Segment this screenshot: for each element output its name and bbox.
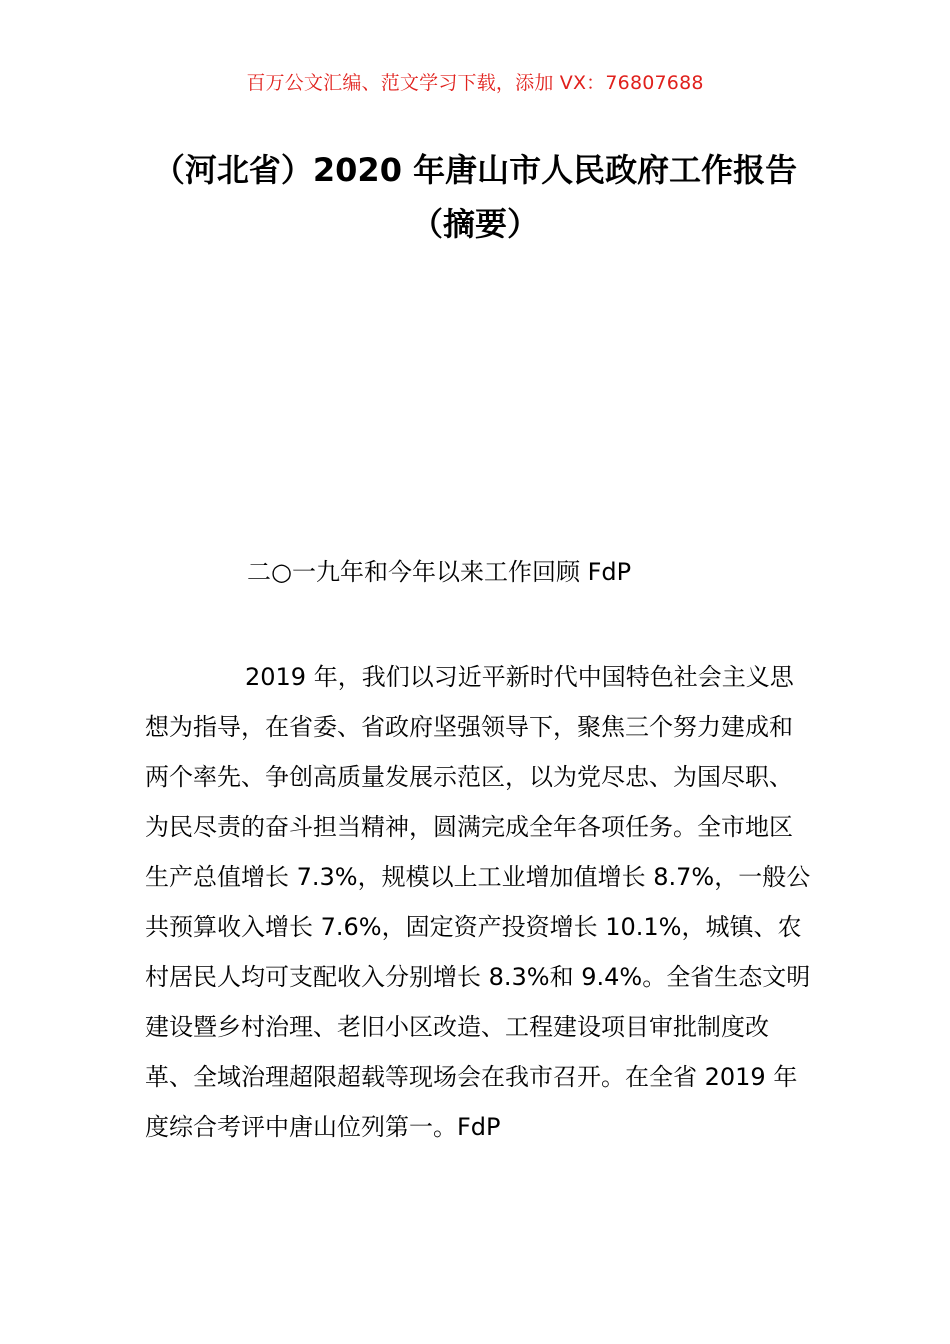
section-heading: 二○一九年和今年以来工作回顾 FdP — [247, 558, 632, 586]
promo-header-note: 百万公文汇编、范文学习下载，添加 VX：76807688 — [246, 72, 704, 94]
body-paragraph: 2019 年，我们以习近平新时代中国特色社会主义思想为指导，在省委、省政府坚强领导下，聚焦三个努力建成和两个率先、争创高质量发展示范区，以为党尽忠、为国尽职、为民尽责的奋斗担当精神，圆满完成全年各项任务。全市地区生产总值增长 7.3%，规模以上工业增加值增长 8.7%，一般公共预算收入增长 7.6%，固定资产投资增长 10.1%，城镇、农村居民人均可支配收入分别增长 8.3%和 9.4%。全省生态文明建设暨乡村治理、老旧小区改造、工程建设项目审批制度改革、全域治理超限超载等现场会在我市召开。在全省 2019 年度综合考评中唐山位列第一。FdP — [145, 663, 811, 1141]
document-title: （河北省）2020 年唐山市人民政府工作报告（摘要） — [152, 151, 798, 243]
